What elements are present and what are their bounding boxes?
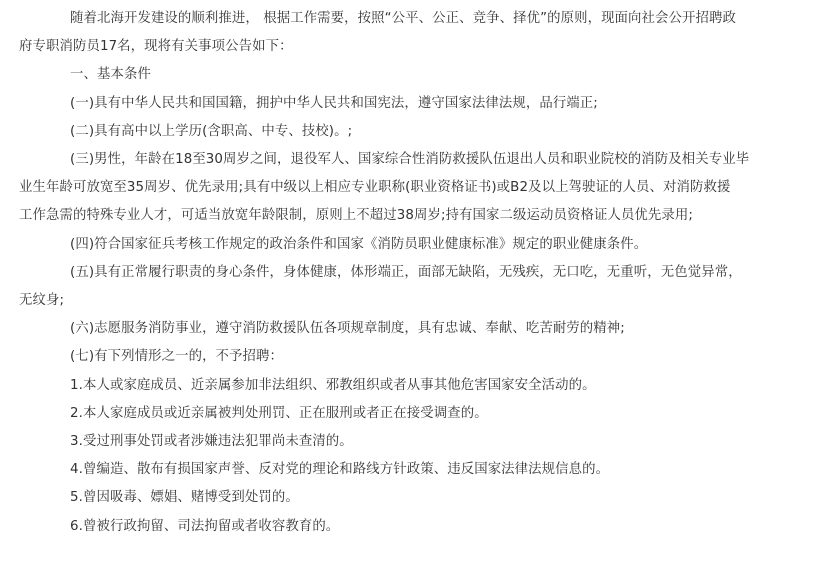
condition-3-line-3: 工作急需的特殊专业人才，可适当放宽年龄限制，原则上不超过38周岁;持有国家二级运动员资格证人员优先录用;	[19, 208, 694, 224]
exclusion-item-4: 4.曾编造、散布有损国家声誉、反对党的理论和路线方针政策、违反国家法律法规信息的。	[70, 462, 610, 478]
condition-6: (六)志愿服务消防事业，遵守消防救援队伍各项规章制度，具有忠诚、奉献、吃苦耐劳的精神;	[70, 321, 625, 337]
exclusion-item-5: 5.曾因吸毒、嫖娼、赌博受到处罚的。	[70, 490, 299, 506]
condition-1: (一)具有中华人民共和国国籍，拥护中华人民共和国宪法，遵守国家法律法规，品行端正;	[70, 95, 598, 111]
exclusion-item-3: 3.受过刑事处罚或者涉嫌违法犯罪尚未查清的。	[70, 434, 353, 450]
condition-4: (四)符合国家征兵考核工作规定的政治条件和国家《消防员职业健康标准》规定的职业健康条件。	[70, 236, 648, 252]
condition-5-line-2: 无纹身;	[19, 293, 65, 309]
condition-5-line-1: (五)具有正常履行职责的身心条件，身体健康，体形端正，面部无缺陷，无残疾，无口吃，无重听，无色觉异常，	[70, 264, 742, 280]
exclusion-item-6: 6.曾被行政拘留、司法拘留或者收容教育的。	[70, 518, 340, 534]
condition-3-line-2: 业生年龄可放宽至35周岁、优先录用;具有中级以上相应专业职称(职业资格证书)或B2及以上驾驶证的人员、对消防救援	[19, 180, 731, 196]
condition-2: (二)具有高中以上学历(含职高、中专、技校)。;	[70, 123, 353, 139]
exclusion-item-1: 1.本人或家庭成员、近亲属参加非法组织、邪教组织或者从事其他危害国家安全活动的。	[70, 377, 596, 393]
condition-3-line-1: (三)男性，年龄在18至30周岁之间，退役军人、国家综合性消防救援队伍退出人员和职业院校的消防及相关专业毕	[70, 152, 750, 168]
section-heading-basic-conditions: 一、基本条件	[70, 67, 151, 83]
paragraph-intro-line-2: 府专职消防员17名，现将有关事项公告如下：	[19, 39, 293, 55]
exclusion-item-2: 2.本人家庭成员或近亲属被判处刑罚、正在服刑或者正在接受调查的。	[70, 405, 488, 421]
paragraph-intro-line-1: 随着北海开发建设的顺利推进， 根据工作需要，按照“公平、公正、竞争、择优”的原则，现面向社会公开招聘政	[70, 11, 736, 26]
condition-7: (七)有下列情形之一的，不予招聘：	[70, 349, 284, 365]
